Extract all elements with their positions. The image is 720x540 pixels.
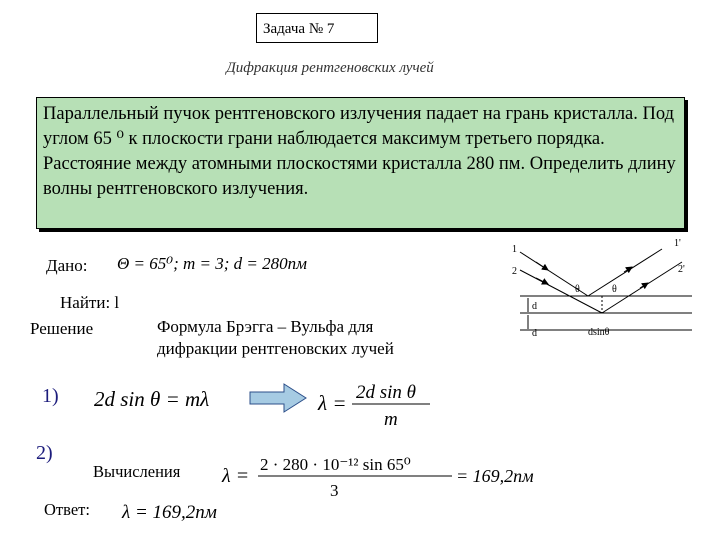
- calc-label: Вычисления: [93, 462, 181, 481]
- arrow-ray-2p: [640, 283, 648, 288]
- ray-1-label: 1: [512, 244, 517, 255]
- task-number-box: [256, 13, 378, 43]
- bragg-formula-title: Формула Брэгга – Вульфа для дифракции рентгеновских лучей: [157, 317, 394, 358]
- ray-1p-label: 1': [674, 238, 681, 249]
- given-label: Дано:: [46, 256, 88, 275]
- theta-label-2: θ: [612, 284, 617, 295]
- step-1-label: 1): [42, 385, 59, 407]
- lambda-symbol: λ =: [318, 391, 347, 415]
- bragg-diagram: [500, 232, 700, 350]
- step-2-label: 2): [36, 442, 53, 464]
- theta-label: θ: [575, 284, 580, 295]
- d-label-1: d: [532, 301, 537, 312]
- implies-arrow-icon: [250, 384, 306, 412]
- answer-label: Ответ:: [44, 500, 90, 519]
- problem-box: [36, 97, 685, 229]
- subtitle: Дифракция рентгеновских лучей: [226, 60, 434, 76]
- lambda-denominator: m: [384, 409, 398, 430]
- lambda-numerator: 2d sin θ: [356, 382, 417, 403]
- calc-lambda-symbol: λ =: [222, 465, 250, 487]
- arrow-ray-1: [536, 262, 548, 270]
- answer-formula: [122, 496, 282, 528]
- step-2-calculation: [222, 450, 534, 502]
- answer-value: λ = 169,2пм: [122, 502, 217, 523]
- task-number: Задача № 7: [263, 21, 335, 37]
- calc-result: = 169,2пм: [456, 466, 534, 486]
- bragg-equation: 2d sin θ = mλ: [94, 387, 210, 411]
- ray-2p-label: 2': [678, 264, 685, 275]
- d-label-2: d: [532, 328, 537, 339]
- ray-1-reflected: [588, 249, 662, 296]
- step-1-formulas: [90, 378, 450, 430]
- calc-denominator: 3: [330, 481, 339, 500]
- arrow-ray-2: [536, 278, 548, 284]
- calc-numerator: 2 · 280 · 10⁻¹² sin 65⁰: [260, 455, 411, 474]
- given-formula: Θ = 65⁰; m = 3; d = 280пм: [117, 254, 307, 273]
- arrow-ray-1p: [624, 267, 632, 272]
- ray-2-label: 2: [512, 266, 517, 277]
- solution-label: Решение: [30, 319, 94, 338]
- problem-text: Параллельный пучок рентгеновского излучения падает на грань кристалла. Под углом 65 ⁰ к плоскости грани наблюдается максимум третьего порядка. Расстояние между атомными плоскостями кристалла 280 пм. Определить длину волны рентгеновского излучения.: [43, 104, 676, 199]
- path-diff-label: dsinθ: [588, 327, 610, 338]
- find-label: Найти: l: [60, 293, 120, 312]
